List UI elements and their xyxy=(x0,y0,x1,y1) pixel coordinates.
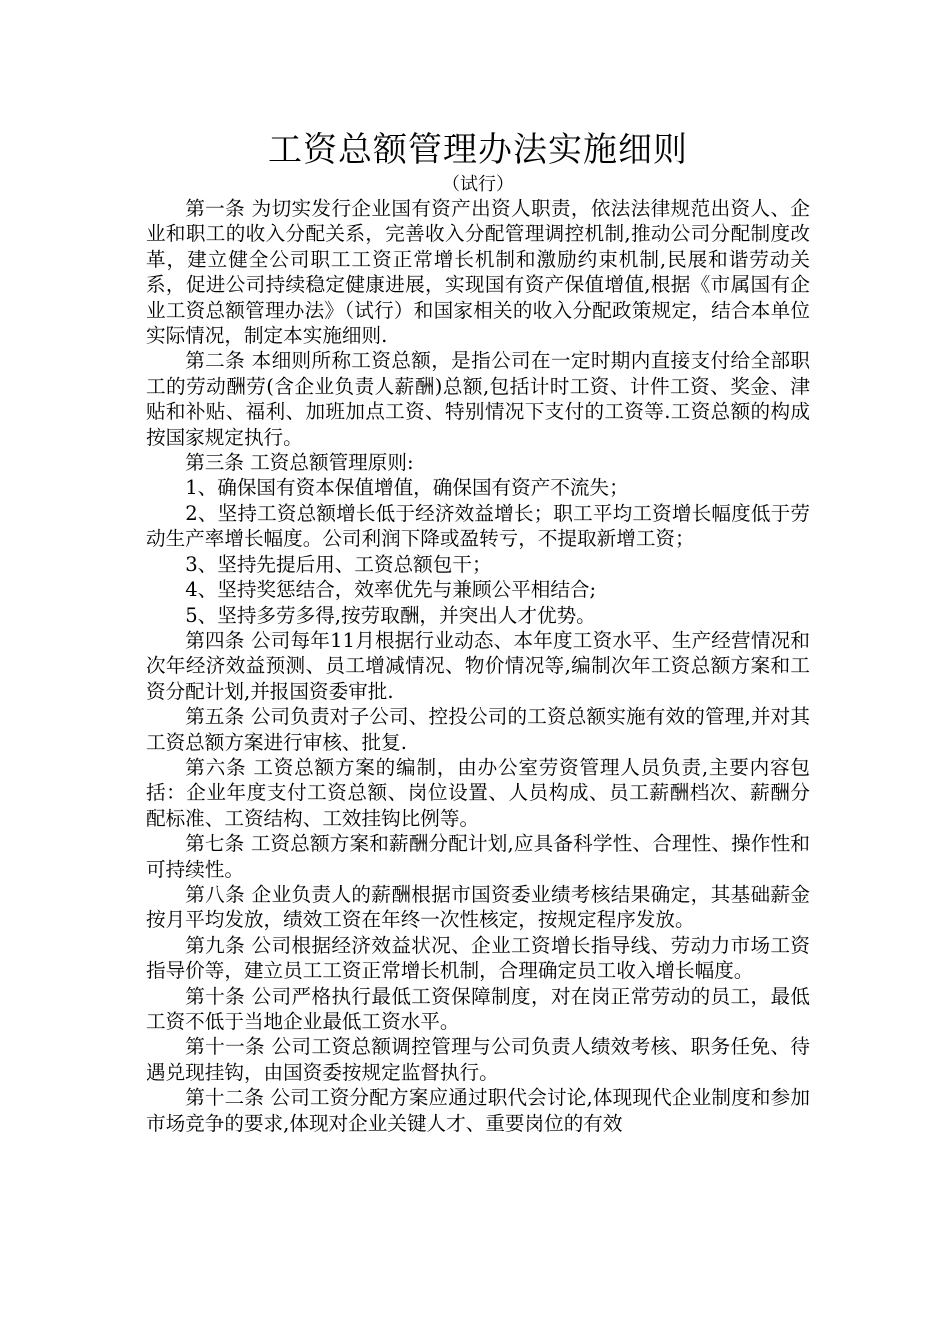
paragraph-principle-3: 3、坚持先提后用、工资总额包干； xyxy=(185,552,492,576)
paragraph-article-7: 第七条 工资总额方案和薪酬分配计划,应具备科学性、合理性、操作性和可持续性。 xyxy=(146,832,810,881)
paragraph-article-5: 第五条 公司负责对子公司、控投公司的工资总额实施有效的管理,并对其工资总额方案进行审核、批复. xyxy=(146,705,810,754)
paragraph-article-3: 第三条 工资总额管理原则: xyxy=(185,451,414,475)
document-subtitle: （试行） xyxy=(442,174,514,195)
paragraph-article-6: 第六条 工资总额方案的编制，由办公室劳资管理人员负责,主要内容包括：企业年度支付工资总额、岗位设置、人员构成、员工薪酬档次、薪酬分配标准、工资结构、工效挂钩比例等。 xyxy=(146,755,810,830)
document-title: 工资总额管理办法实施细则 xyxy=(268,130,688,170)
paragraph-article-12: 第十二条 公司工资分配方案应通过职代会讨论,体现现代企业制度和参加市场竞争的要求,体现对企业关键人才、重要岗位的有效 xyxy=(146,1086,810,1135)
paragraph-article-1: 第一条 为切实发行企业国有资产出资人职责，依法法律规范出资人、企业和职工的收入分配关系，完善收入分配管理调控机制,推动公司分配制度改革，建立健全公司职工工资正常增长机制和激励约束机制,民展和谐劳动关系，促进公司持续稳定健康进展，实现国有资产保值增值,根据《市属国有企业工资总额管理办法》（试行）和国家相关的收入分配政策规定，结合本单位实际情况，制定本实施细则. xyxy=(146,197,810,348)
paragraph-article-8: 第八条 企业负责人的薪酬根据市国资委业绩考核结果确定，其基础薪金按月平均发放，绩效工资在年终一次性核定，按规定程序发放。 xyxy=(146,882,810,932)
paragraph-principle-1: 1、确保国有资本保值增值，确保国有资产不流失； xyxy=(185,476,629,500)
paragraph-principle-4: 4、坚持奖惩结合，效率优先与兼顾公平相结合; xyxy=(185,578,597,602)
paragraph-principle-5: 5、坚持多劳多得,按劳取酬，并突出人才优势。 xyxy=(185,603,596,627)
paragraph-article-11: 第十一条 公司工资总额调控管理与公司负责人绩效考核、职务任免、待遇兑现挂钩，由国资委按规定监督执行。 xyxy=(146,1035,810,1084)
paragraph-principle-2: 2、坚持工资总额增长低于经济效益增长；职工平均工资增长幅度低于劳动生产率增长幅度。公司利润下降或盈转亏，不提取新增工资； xyxy=(146,501,810,551)
paragraph-article-10: 第十条 公司严格执行最低工资保障制度，对在岗正常劳动的员工，最低工资不低于当地企业最低工资水平。 xyxy=(146,984,810,1033)
document-body xyxy=(146,196,810,1136)
paragraph-article-2: 第二条 本细则所称工资总额，是指公司在一定时期内直接支付给全部职工的劳动酬劳(含企业负责人薪酬)总额,包括计时工资、计件工资、奖金、津贴和补贴、福利、加班加点工资、特别情况下支付的工资等.工资总额的构成按国家规定执行。 xyxy=(146,349,810,449)
paragraph-article-9: 第九条 公司根据经济效益状况、企业工资增长指导线、劳动力市场工资指导价等，建立员工工资正常增长机制，合理确定员工收入增长幅度。 xyxy=(146,933,810,983)
document-page xyxy=(146,128,810,1136)
paragraph-article-4: 第四条 公司每年11月根据行业动态、本年度工资水平、生产经营情况和次年经济效益预测、员工增减情况、物价情况等,编制次年工资总额方案和工资分配计划,并报国资委审批. xyxy=(146,628,810,703)
